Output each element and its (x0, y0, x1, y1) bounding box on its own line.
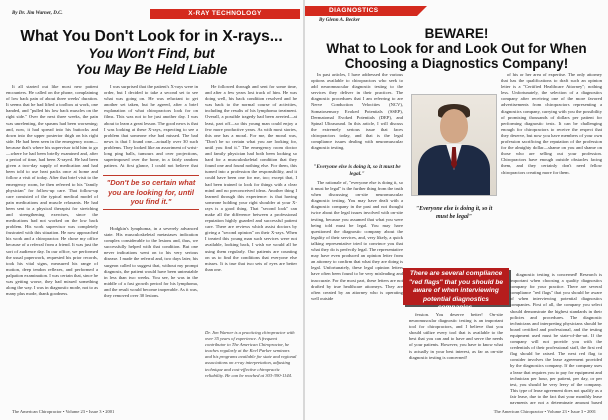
article-column-2 (104, 84, 198, 170)
pull-quote: "Don't be so certain what you are looking for, until you find it." (103, 175, 199, 210)
paragraph: fession. You deserve better! On-site neuromuscular diagnostic testing is an important tool for chiropractors, and I believe that you should utilize every tool that is available to the best that you can and to have and serve the needs of your patients. However, you have to know what is actually in your best interest, as far as on-site diagnostic testing is concerned! (409, 312, 503, 360)
left-page (0, 0, 303, 420)
pull-quote-box: There are several compliance "red flags" that you should be aware of when interviewing potential diagnostics companies. (403, 268, 509, 305)
article-column-3 (510, 272, 602, 404)
article-column-2b (104, 226, 198, 404)
article-column-2-bottom (409, 312, 503, 404)
subheadline: You May Be Held Liable (75, 62, 228, 77)
paragraph: of his or her area of expertise. The only attorney that has the qualifications to draft such an opinion letter is a "Certified Healthcare Attorney"; nothing less. Unfortunately, the selection of a diagnostics company after receiving one of the more favored advertisements from chiropractors representing a diagnostics company, carrying with you the possibility of promising thousands of dollars per patient for performing diagnostic tests. It can be challenging enough for chiropractors to receive the respect that they deserve, but now you have members of your own profession sacrificing the reputation of the profession for the almighty dollar—shame on you and shame on those who are selling out your profession. Chiropractors have enough outside obstacles facing them, and they certainly don't need fellow chiropractors creating more for them. (501, 72, 602, 175)
page-footer: The American Chiropractor • Volume 23 • Issue 3 • 2001 (493, 409, 596, 414)
article-column-1 (311, 72, 403, 162)
article-column-1 (6, 84, 98, 404)
byline: By Glenn A. Becker (319, 18, 360, 23)
paragraph: Hodgkin's lymphoma, in a severely advanced state. His musculoskeletal metastases indication complex considerable to the lesions and, thus, we successfully helped with that condition. But one never indications went on to his very serious disease. I made the referral and, two days later, his surgeon called to suggest that, without my prompt diagnosis, the patient would have been untreatable in less than two weeks. You see, he was in the middle of a fast growth period for his lymphoma, and the result would become inoperable. As it was, they removed over 30 lesions. (104, 226, 198, 299)
paragraph: I was surprised that the patient's X-rays were in order, but I decided to take a second set to see what was going on. He was reluctant to get another set taken, but he agreed, after a brief explanation of what chiropractors look for on films. This was not to be just another day. I was about to learn a great lesson. The good news is that I was looking at these X-rays, expecting to see a problem that someone else had missed. The bad news is that I found one—actually over 30 such problems. They looked like an assortment of wrist-long ping balls, tumours and over projections, superimposed over the bone, in a fairly random pattern. At first glance, I could not believe that (104, 84, 198, 169)
paragraph: He followed through and sent for some time, and after a few years lost track of him. He was doing well, his back condition resolved and he was back to the normal course of activities, including the results of his lymphoma treatment. Overall, a possible tragedy had been averted—at least, part off—so this young man could enjoy a few more productive years. As with most stories, this one has a moral. For me, the moral was, "Don't be so certain what you are looking for, until you find it." The emergency room doctor and family physician had both been looking so hard for a musculoskeletal condition that they found one and found nothing else. For them, this turned into a profession the responsibility, and it could have been one for me, too; except that, I had been trained to look for things with a clear mind and no preconceived ideas. Another thing I learned through this experience: is that having someone holding your right shoulder at your X-rays is a good thing. That "second look" can make all the difference between a professional reputation highly guarded and successful patient care. There are reviews which assist doctors by giving a "second opinion" on their X-rays. When I treated this young man such services were not available, looking back, I wish we would all be using them regularly. Our patients are counting on us to find the conditions that everyone else misses. It is true that two sets of eyes are better than one. (205, 84, 297, 272)
subheadline: You Won't Find, but (88, 46, 215, 61)
paragraph: It all started out like most new patient encounters. He called on the phone, complaining of low back pain of about three weeks' duration. It seems that he had lifted a toolbox at work, one handed, and "pulled his low back muscles on the right side." Over the next three weeks, the pain was unrelenting, the spasms had been worsening; and, now, it had spread into his buttocks and down into the upper posterior thigh on his right side. He had been seen in the emergency room—because that's where his supervisor told him to go—where he had been briefly examined and, after a period of time, had been X-rayed. He had been given a two-day supply of medication and had been told to use heat packs once at home and follow a visit of today. After that brief visit to the emergency room, he then referred to his "family physician" for follow-up care. That follow-up care consisted of the typical medical model of pain medications and muscle relaxants. He had been sent to a physical therapist for stretching and strengthening exercises, since the medications had not worked on the low back problem. His work supervisor was completely frustrated with this situation. He now approached his work and a chiropractor. He chose my office because of a referral from a friend. It was just the sort of audience day. In our office, we performed the usual paperwork, requested his prior records, took his vital signs, measured his range of motion, deep tendon reflexes, and performed a palpation examination. I was certain that, since he was getting worse, they had missed something along the way. I was in diagnostic mode, not to as many plus mode, thank goodness. (6, 84, 98, 297)
inline-quote (311, 164, 403, 178)
section-tag: DIAGNOSTICS (305, 6, 417, 16)
photo-caption: "Everyone else is doing it, so it must be legal" (415, 206, 493, 220)
inline-quote-text: "Everyone else is doing it, so it must be legal." (313, 164, 401, 177)
paragraph: The rationale of, "everyone else is doing it, so it must be legal" is the further thing from the truth when discussing on-site neuromuscular diagnostic testing. You may have dealt with a diagnostic company in the past and not thought twice about the legal issues involved with on-site testing, because you assumed that what you were being told must be legal. You may have questioned the diagnostic company about the legality of their services, and, very likely, a quick talking representative tried to convince you that what they do is perfectly legal. The representative may have even produced an opinion letter from an attorney to confirm that what they are doing is legal. Unfortunately, these legal opinion letters have often been found to be very misleading and inaccurate. For the most part, these letters are not drafted by true healthcare attorneys. They are often created by an attorney who is operating well outside (311, 180, 403, 301)
headline: What You Don't Look for in X-rays... (20, 28, 283, 45)
article-column-3 (205, 84, 297, 326)
author-photo (411, 94, 497, 196)
right-page (305, 0, 608, 420)
paragraph: diagnostic testing is concerned! Research is important when choosing a quality diagnostics company for your practice. There are several compliance "red flags" that you should be aware of when interviewing potential diagnostics companies. First of all, the company you select should demonstrate the highest standards in their policies and procedures. The diagnostic technicians and interpreting physicians should be board certified and professional, and the testing equipment used must be state-of-the-art. If the company will not provide you with the credentials of their professional staff, the first red flag should be raised. The next red flag to consider involves the lease agreement provided by the diagnostics company. If the company uses a lease that requires you to pay for equipment and technician per hour, per patient, per day, or per test, you should be very leery of the company. This type of lease agreement does not qualify as a fair lease, due to the fact that your monthly lease payments are not a determinate amount based (510, 272, 602, 404)
page-footer: The American Chiropractor • Volume 23 • Issue 3 • 2001 (12, 409, 115, 414)
subheadline: What to Look for and Look Out for When Choosing a Diagnostics Company! (326, 41, 587, 71)
headline: BEWARE! (424, 26, 489, 41)
author-bio: Dr. Jim Warner is a practicing chiropractor with over 35 years of experience. A frequent contributor to The American Chiropractor, he teaches regularly at the Keel Parker seminars and his programs available for state and regional associations on x-ray interpretation, adjusting technique and cost-effective chiropractic reliability. He can be reached at 303-390-1144. (205, 330, 297, 378)
byline: By Dr. Jim Warner, D.C. (12, 11, 63, 16)
paragraph: In past articles, I have addressed the various options available to chiropractors who seek to add neuromuscular diagnostic testing to the services they deliver in their practices. The diagnostic procedures that I am referring to are Nerve Conduction Velocities (NCV), Somatosensory Evoked Potentials (SSEP), Dermatomal Evoked Potentials (DEP), and Spinal Ultrasound. In this article, I will discuss the extremely serious issue that faces chiropractors today, and that is the legal compliance issues dealing with neuromuscular diagnostic testing. (311, 72, 403, 151)
article-column-1b (311, 180, 403, 404)
section-tag: X-RAY TECHNOLOGY (150, 9, 300, 19)
article-column-2-top (501, 72, 602, 268)
